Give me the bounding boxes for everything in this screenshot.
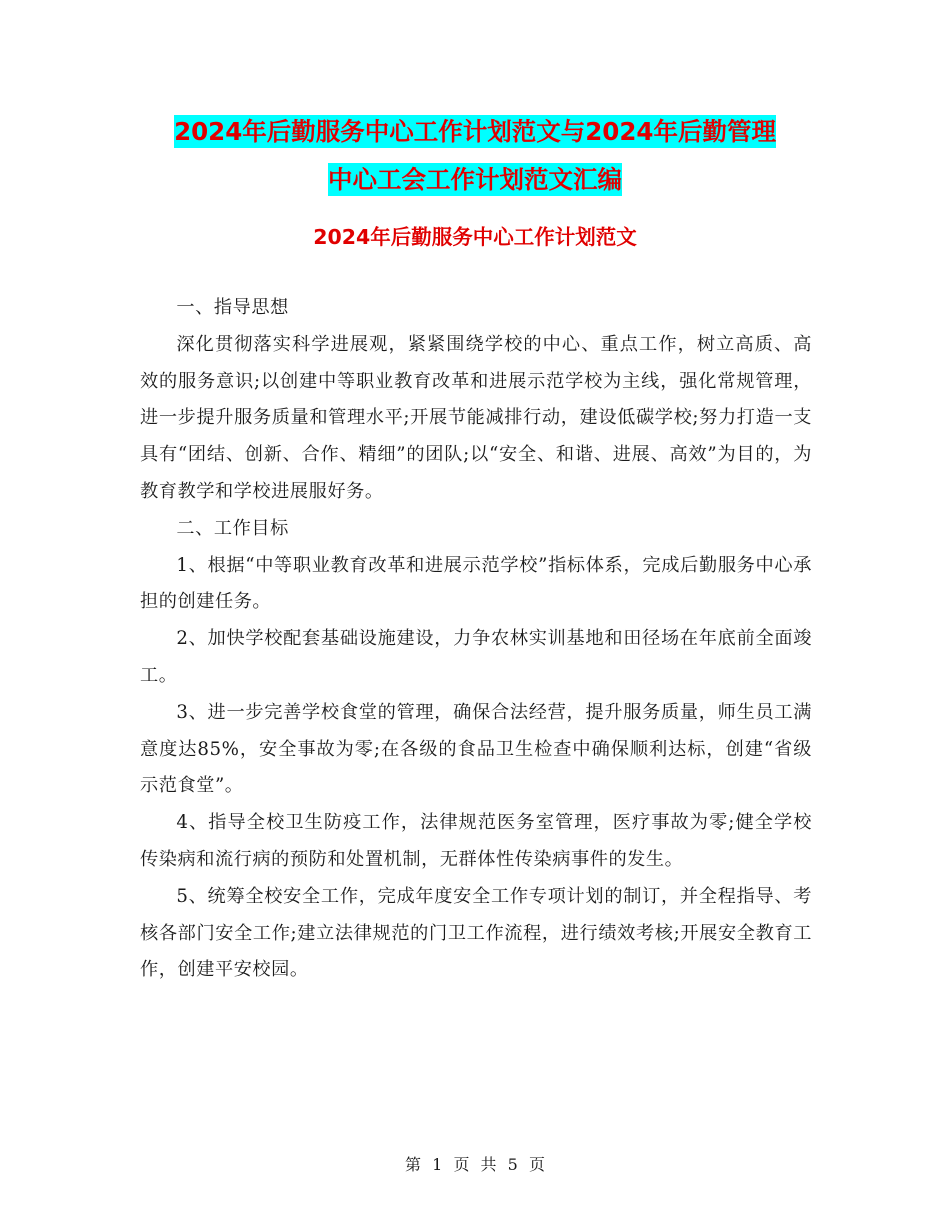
- paragraph-guiding-ideology: 深化贯彻落实科学进展观，紧紧围绕学校的中心、重点工作，树立高质、高效的服务意识;以创建中等职业教育改革和进展示范学校为主线，强化常规管理，进一步提升服务质量和管理水平;开展节能减排行动，建设低碳学校;努力打造一支具有“团结、创新、合作、精细”的团队;以“安全、和谐、进展、高效”为目的，为教育教学和学校进展服好务。: [140, 333, 812, 502]
- footer-label-page: 第: [405, 1155, 422, 1174]
- footer-label-unit-2: 页: [528, 1155, 545, 1174]
- footer-label-unit: 页: [453, 1155, 470, 1174]
- goal-item-1: 1、根据“中等职业教育改革和进展示范学校”指标体系，完成后勤服务中心承担的创建任务。: [140, 554, 812, 613]
- section-title: 2024年后勤服务中心工作计划范文: [313, 225, 637, 249]
- goal-item-4: 4、指导全校卫生防疫工作，法律规范医务室管理，医疗事故为零;健全学校传染病和流行病的预防和处置机制，无群体性传染病事件的发生。: [140, 812, 812, 870]
- goal-item-5: 5、统筹全校安全工作，完成年度安全工作专项计划的制订，并全程指导、考核各部门安全工作;建立法律规范的门卫工作流程，进行绩效考核;开展安全教育工作，创建平安校园。: [140, 885, 812, 981]
- goal-item-2: 2、加快学校配套基础设施建设，力争农林实训基地和田径场在年底前全面竣工。: [140, 628, 812, 686]
- document-title: [140, 108, 810, 204]
- heading-work-goals: 二、工作目标: [176, 517, 289, 539]
- footer-total-pages: 5: [507, 1155, 518, 1174]
- footer-current-page: 1: [432, 1155, 443, 1174]
- goal-item-3: 3、进一步完善学校食堂的管理，确保合法经营，提升服务质量，师生员工满意度达85%，安全事故为零;在各级的食品卫生检查中确保顺利达标，创建“省级示范食堂”。: [140, 701, 812, 797]
- footer-label-total: 共: [480, 1155, 497, 1174]
- document-body: [140, 290, 812, 989]
- page-footer: [0, 1152, 950, 1175]
- document-title-line-2: 中心工会工作计划范文汇编: [328, 165, 622, 194]
- heading-guiding-ideology: 一、指导思想: [176, 297, 289, 318]
- document-title-line-1: 2024年后勤服务中心工作计划范文与2024年后勤管理: [174, 117, 776, 146]
